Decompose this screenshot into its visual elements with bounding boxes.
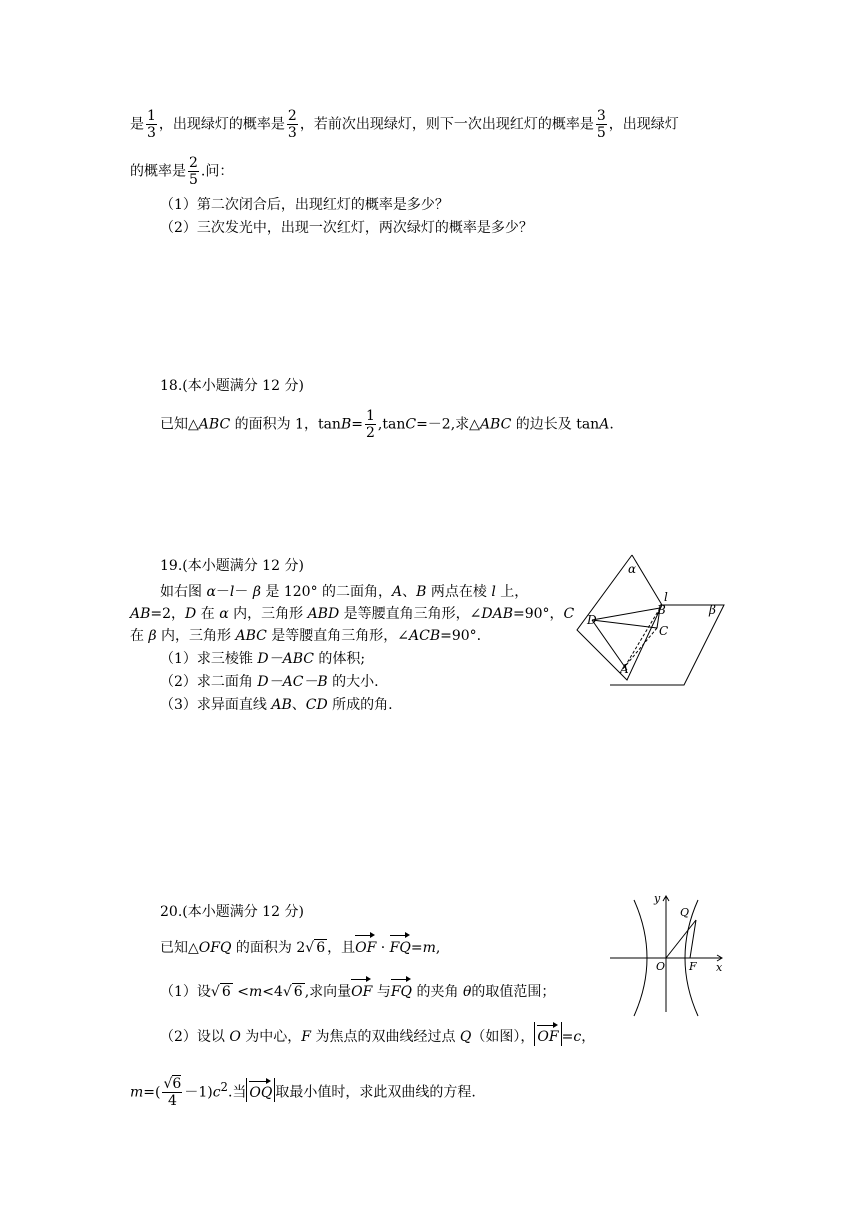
label-o: O bbox=[656, 960, 666, 973]
problem-19-line-2: AB=2，D 在 α 内，三角形 ABD 是等腰直角三角形，∠DAB=90°，C bbox=[130, 606, 575, 622]
sqrt: √ 6 bbox=[282, 984, 303, 1000]
triangle-abd-edge-db bbox=[592, 608, 660, 620]
label-f: F bbox=[689, 960, 697, 973]
problem-20-statement: 已知△OFQ 的面积为 2√ 6 ，且OF · FQ=m, bbox=[160, 932, 440, 958]
problem-20-sub-1: （1）设√ 6 <m<4√ 6 ,求向量OF 与FQ 的夹角 θ的取值范围； bbox=[160, 976, 555, 1002]
fraction: $\frac{√6}{4}$ bbox=[163, 1076, 182, 1109]
label-q: Q bbox=[680, 906, 690, 919]
intro-line-2: 的概率是 $\frac{2}{5}$ .问： bbox=[130, 155, 234, 188]
problem-20-sub-2: （2）设以 O 为中心，F 为焦点的双曲线经过点 Q（如图）， OF =c， bbox=[160, 1022, 595, 1047]
label-beta: β bbox=[709, 603, 716, 617]
edge-ab-hidden bbox=[624, 608, 660, 668]
fraction: $\frac{1}{2}$ bbox=[365, 408, 375, 441]
label-c: C bbox=[659, 624, 669, 638]
problem-20-sub-3: m=( $\frac{√6}{4}$ $-1)c^2$.当 OQ 取最小值时，求此双曲线的方程. bbox=[130, 1076, 476, 1109]
sqrt: √ 6 bbox=[305, 940, 326, 956]
fraction: $\frac{2}{3}$ bbox=[287, 108, 297, 141]
fraction: $\frac{3}{5}$ bbox=[596, 108, 606, 141]
label-a: A bbox=[620, 662, 629, 676]
intro-question-1: （1）第二次闭合后，出现红灯的概率是多少？ bbox=[160, 197, 449, 213]
sqrt: √ 6 bbox=[210, 984, 231, 1000]
magnitude-oq: OQ bbox=[246, 1078, 275, 1102]
problem-19-header: 19.(本小题满分 12 分) bbox=[160, 558, 304, 574]
dihedral-angle-figure bbox=[572, 550, 732, 690]
problem-20-header: 20.(本小题满分 12 分) bbox=[160, 904, 304, 920]
segment-oq bbox=[666, 920, 696, 958]
problem-19-sub-2: （2）求二面角 D－AC－B 的大小. bbox=[160, 674, 379, 690]
vector-fq: FQ bbox=[390, 932, 411, 958]
vector-of: OF bbox=[355, 932, 376, 958]
label-y: y bbox=[654, 892, 661, 905]
edge-dc bbox=[592, 620, 657, 628]
problem-19-sub-1: （1）求三棱锥 D－ABC 的体积; bbox=[160, 651, 366, 667]
problem-18-statement: 已知△ABC 的面积为 1，tanB= $\frac{1}{2}$ ,tanC=－2,求△ABC 的边长及 tanA. bbox=[160, 408, 614, 441]
problem-18-header: 18.(本小题满分 12 分) bbox=[160, 378, 304, 394]
label-x: x bbox=[716, 961, 723, 974]
problem-19-sub-3: （3）求异面直线 AB、CD 所成的角. bbox=[160, 697, 393, 713]
label-l: l bbox=[664, 590, 668, 604]
problem-19-line-1: 如右图 α－l－ β 是 120° 的二面角，A、B 两点在棱 l 上， bbox=[160, 584, 529, 600]
vector-fq: FQ bbox=[391, 976, 412, 1002]
hyperbola-figure bbox=[602, 890, 732, 1020]
magnitude-of: OF bbox=[534, 1022, 561, 1046]
label-alpha: α bbox=[628, 562, 637, 576]
label-b: B bbox=[657, 603, 666, 617]
intro-line-1: 是 $\frac{1}{3}$ ，出现绿灯的概率是 $\frac{2}{3}$ ，若前次出现绿灯，则下一次出现红灯的概率是 $\frac{3}{5}$ ，出现绿灯 bbox=[130, 108, 679, 141]
fraction: $\frac{2}{5}$ bbox=[189, 155, 198, 188]
vector-of: OF bbox=[351, 976, 372, 1002]
intro-question-2: （2）三次发光中，出现一次红灯，两次绿灯的概率是多少？ bbox=[160, 220, 533, 236]
label-d: D bbox=[587, 613, 597, 627]
problem-19-line-3: 在 β 内，三角形 ABC 是等腰直角三角形，∠ACB=90°. bbox=[130, 628, 482, 644]
fraction: $\frac{1}{3}$ bbox=[147, 108, 156, 141]
